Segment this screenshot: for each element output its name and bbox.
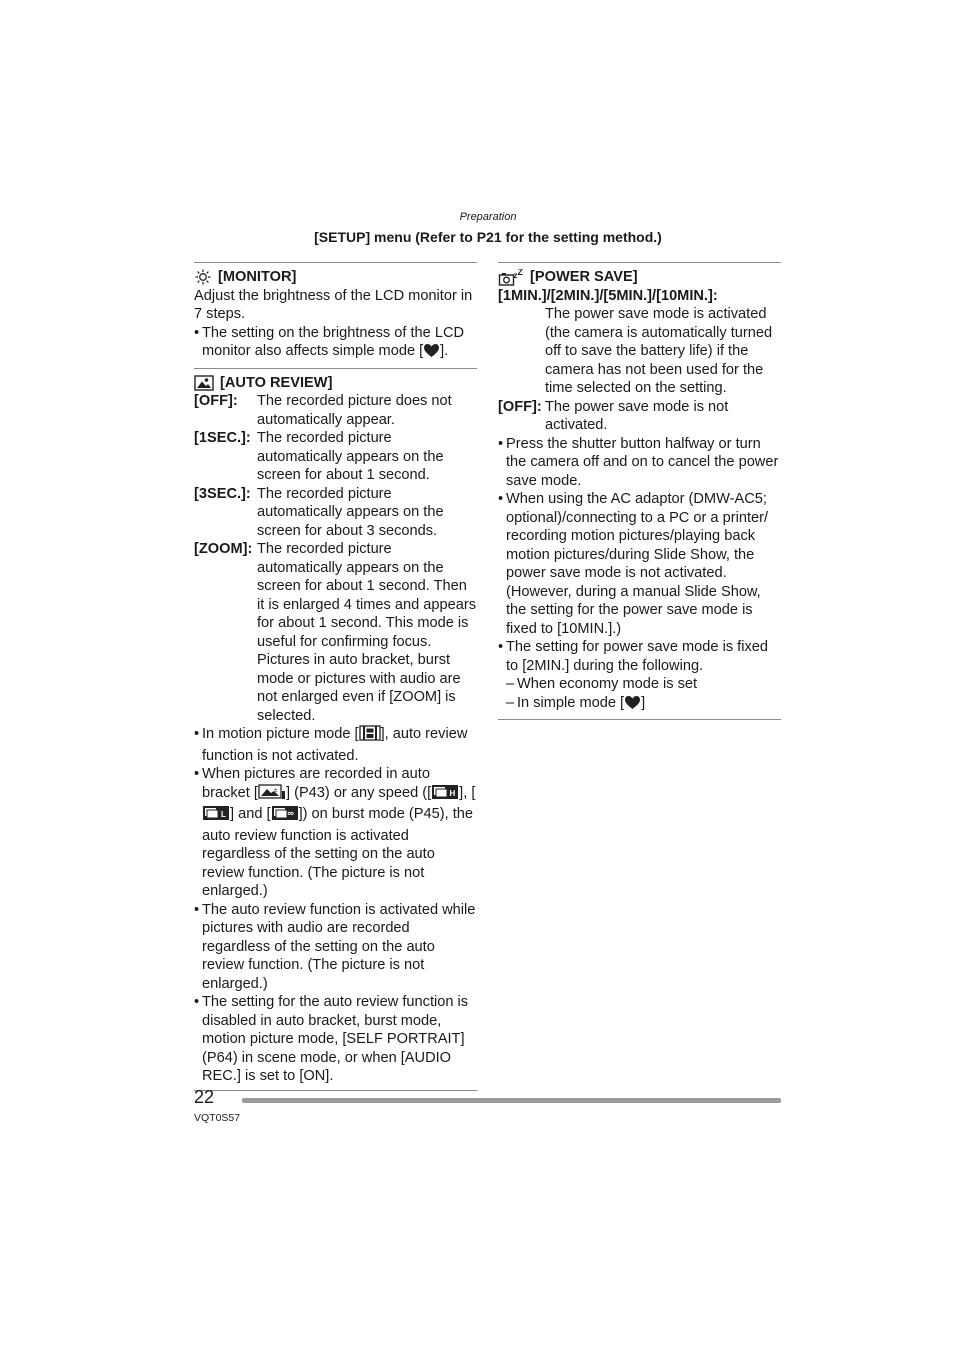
- monitor-body: Adjust the brightness of the LCD monitor in 7 steps.: [194, 287, 473, 322]
- monitor-bullet: [194, 324, 477, 364]
- power-save-section: [498, 262, 781, 720]
- power-save-subheading: [1MIN.]/[2MIN.]/[5MIN.]/[10MIN.]:: [498, 287, 718, 304]
- dash-text: In simple mode [: [517, 694, 625, 711]
- option-key: [ZOOM]:: [194, 541, 253, 557]
- option-key: [3SEC.]:: [194, 485, 251, 502]
- auto-review-bullet-3: • The auto review function is activated while pictures with audio are recorded regardless of the setting on the auto review function. (The picture is not enlarged.): [194, 901, 477, 994]
- svg-text:z: z: [513, 270, 518, 280]
- svg-text:L: L: [221, 810, 226, 819]
- auto-review-option-3sec: [194, 485, 477, 541]
- bullet-text: ], auto review function is not activated.: [202, 726, 468, 764]
- heart-icon: [423, 343, 440, 364]
- heart-icon: [624, 695, 641, 716]
- auto-bracket-icon: [258, 784, 286, 806]
- burst-high-speed-icon: [431, 784, 459, 806]
- dash-text: ]: [641, 694, 646, 711]
- bullet-text: ] and [: [230, 806, 271, 822]
- option-key: [1SEC.]:: [194, 430, 251, 446]
- svg-text:H: H: [449, 788, 456, 798]
- auto-review-heading: [AUTO REVIEW]: [220, 374, 333, 391]
- right-column: [498, 262, 781, 720]
- option-text: The recorded picture does not automatically appear.: [257, 393, 452, 428]
- document-code: VQT0S57: [194, 1112, 241, 1124]
- bullet-text: ] (P43) or any speed ([: [285, 784, 432, 801]
- option-text: The recorded picture automatically appears on the screen for about 3 seconds.: [257, 485, 444, 539]
- auto-review-heading-row: [194, 374, 477, 393]
- power-save-bullet-1: • Press the shutter button halfway or turn the camera off and on to cancel the power save mode.: [498, 435, 781, 491]
- monitor-heading: [MONITOR]: [218, 269, 297, 285]
- bullet-text: ], [: [459, 784, 476, 801]
- option-key: [OFF]:: [498, 398, 542, 415]
- bullet-text: When pictures are recorded in auto bracket [: [202, 766, 430, 801]
- section-label: Preparation: [459, 211, 517, 223]
- page-heading: [SETUP] menu (Refer to P21 for the setting method.): [314, 229, 662, 245]
- auto-review-option-zoom: [194, 540, 477, 725]
- auto-review-bullet-4: • The setting for the auto review function is disabled in auto bracket, burst mode, motion picture mode, [SELF PORTRAIT] (P64) in scene mode, or when [AUDIO REC.] is set to [ON].: [194, 993, 477, 1086]
- power-save-dash-1: – When economy mode is set: [506, 675, 781, 694]
- power-save-camera-icon: [498, 269, 524, 286]
- footer-rule: [242, 1098, 781, 1103]
- power-save-bullet-3: • The setting for power save mode is fixed to [2MIN.] during the following.: [498, 638, 781, 675]
- power-save-option-off: [498, 398, 781, 435]
- monitor-heading-row: [194, 268, 477, 287]
- auto-review-option-1sec: [194, 429, 477, 485]
- page-number: 22: [194, 1087, 215, 1107]
- option-text: The recorded picture automatically appears on the screen for about 1 second.: [257, 430, 444, 483]
- power-save-heading: [POWER SAVE]: [530, 269, 638, 285]
- auto-review-bullet-1: [194, 725, 477, 765]
- svg-text:∞: ∞: [287, 808, 294, 818]
- left-column: [194, 262, 477, 1091]
- option-key: [OFF]:: [194, 393, 238, 409]
- option-text: The recorded picture automatically appears on the screen for about 1 second. Then it is enlarged 4 times and appears for about 1 second. This mode is useful for confirming focus. Pictures in auto bracket, burst mode or pictures with audio are not enlarged even if [ZOOM] is selected.: [257, 541, 477, 724]
- bullet-text: In motion picture mode [: [202, 726, 359, 742]
- power-save-bullet-2: • When using the AC adaptor (DMW-AC5; optional)/connecting to a PC or a printer/ recording motion pictures/playing back motion pictures/during Slide Show, the power save mode is not activated. (However, during a manual Slide Show, the setting for the power save mode is fixed to [10MIN.].): [498, 490, 781, 638]
- svg-text:±: ±: [273, 787, 278, 794]
- auto-review-option-off: [194, 392, 477, 429]
- auto-review-section: [194, 368, 477, 1091]
- power-save-dash-2: [506, 694, 781, 716]
- bullet-text: ]) on burst mode (P45), the auto review function is activated regardless of the setting on the auto review function. (The picture is not enlarged.): [202, 806, 473, 899]
- burst-low-speed-icon: [202, 805, 230, 827]
- monitor-bullet-text: The setting on the brightness of the LCD monitor also affects simple mode [: [202, 324, 465, 359]
- auto-review-bullet-2: [194, 765, 477, 901]
- option-text: The power save mode is not activated.: [545, 398, 729, 433]
- burst-unlimited-icon: [271, 805, 299, 827]
- power-save-sub-text: The power save mode is activated (the camera is automatically turned off to save the battery life) if the camera has not been used for the time selected on the setting.: [545, 306, 773, 396]
- motion-picture-icon: [359, 725, 381, 747]
- brightness-sun-icon: [194, 269, 212, 285]
- svg-text:Z: Z: [517, 268, 523, 277]
- auto-review-icon: [194, 375, 214, 391]
- power-save-heading-row: [498, 268, 781, 287]
- monitor-bullet-end: ].: [440, 343, 449, 359]
- monitor-section: [194, 262, 477, 368]
